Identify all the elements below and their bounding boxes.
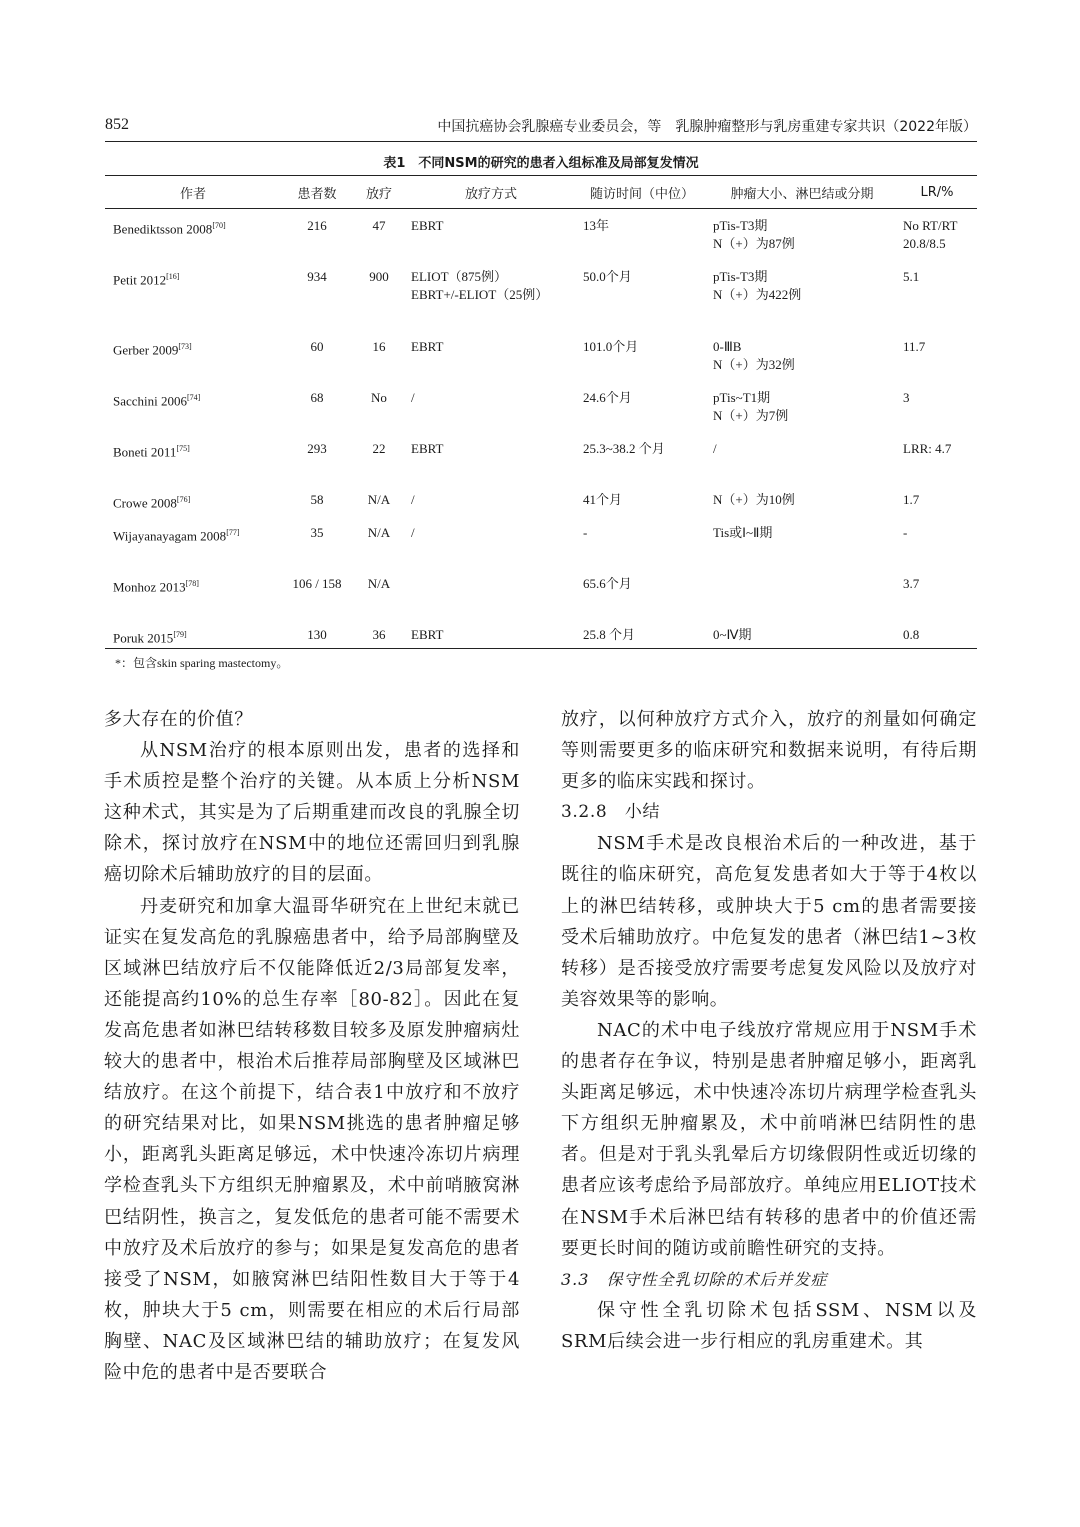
cell-method (405, 432, 577, 483)
col-header-stage: 肿瘤大小、淋巴结或分期 (707, 176, 897, 209)
cell-author (105, 209, 281, 260)
cell-stage-line: 0~Ⅳ期 (713, 626, 752, 642)
cell-followup: 65.6个月 (583, 575, 632, 591)
cell-stage-line: pTis-T3期 (713, 268, 768, 284)
col-header-method: 放疗方式 (405, 176, 577, 209)
cell-patients: 35 (310, 524, 324, 540)
cell-patients: 60 (310, 338, 324, 354)
header-rule (105, 141, 977, 142)
cell-lr (897, 516, 977, 567)
cell-lr-line: 5.1 (903, 268, 920, 284)
cell-stage-line: N（+）为10例 (713, 491, 795, 507)
cell-method-line: EBRT (411, 626, 444, 642)
cell-author (105, 381, 281, 432)
reference-marker: [79] (173, 629, 187, 639)
study-table (105, 175, 977, 649)
author-name: Benediktsson 2008 (113, 221, 213, 237)
running-title: 中国抗癌协会乳腺癌专业委员会，等 乳腺肿瘤整形与乳房重建专家共识（2022年版） (437, 119, 977, 135)
cell-author (105, 260, 281, 330)
cell-stage-line: / (713, 440, 717, 456)
cell-author (105, 516, 281, 567)
cell-method-line: EBRT (411, 440, 444, 456)
author-name: Monhoz 2013 (113, 578, 186, 594)
cell-lr-line: 1.7 (903, 491, 920, 507)
cell-rt: 47 (372, 218, 386, 233)
cell-stage-line: pTis-T3期 (713, 218, 768, 233)
cell-patients: 106 / 158 (292, 575, 342, 591)
cell-lr-line: No RT/RT (903, 218, 958, 233)
body-paragraph: NSM手术是改良根治术后的一种改进，基于既往的临床研究，高危复发患者如大于等于4枚以上的淋巴结转移，或肿块大于5 cm的患者需要接受术后辅助放疗。中危复发的患者（淋巴结1~3枚转移）是否接受放疗需要考虑复发风险以及放疗对美容效果等的影响。 (561, 833, 977, 1010)
table-row (105, 516, 977, 567)
cell-rt: 22 (372, 440, 386, 456)
cell-stage-line: N（+）为87例 (713, 236, 795, 251)
cell-patients: 934 (307, 268, 327, 284)
col-header-rt: 放疗 (353, 176, 405, 209)
cell-patients: 216 (307, 218, 327, 233)
cell-method (405, 330, 577, 381)
author-name: Poruk 2015 (113, 629, 174, 645)
cell-followup: 13年 (583, 218, 610, 233)
cell-method (405, 381, 577, 432)
cell-rt: 36 (353, 618, 405, 649)
author-name: Petit 2012 (113, 271, 167, 287)
cell-patients: 130 (281, 618, 353, 649)
cell-followup: 101.0个月 (583, 338, 639, 354)
body-paragraph: 保守性全乳切除术包括SSM、NSM以及SRM后续会进一步行相应的乳房重建术。其 (561, 1299, 977, 1352)
cell-patients: 68 (310, 389, 324, 405)
cell-author (105, 432, 281, 483)
cell-lr-line: 3.7 (903, 575, 920, 591)
table-body (105, 209, 977, 649)
cell-rt: N/A (367, 491, 391, 507)
cell-stage (707, 567, 897, 618)
col-header-patients: 患者数 (281, 176, 353, 209)
table-row (105, 432, 977, 483)
cell-lr (897, 209, 977, 260)
cell-stage (707, 381, 897, 432)
reference-marker: [73] (178, 341, 192, 351)
table-footnote: *：包含skin sparing mastectomy。 (115, 656, 289, 670)
cell-rt: N/A (367, 575, 391, 591)
cell-method (405, 260, 577, 330)
reference-marker: [74] (187, 392, 201, 402)
cell-followup: 50.0个月 (583, 268, 632, 284)
cell-method-line: ELIOT（875例） (411, 268, 508, 284)
cell-stage-line: 0-ⅢB (713, 338, 742, 354)
cell-rt: 16 (372, 338, 386, 354)
body-paragraph: NAC的术中电子线放疗常规应用于NSM手术的患者存在争议，特别是患者肿瘤足够小，距离乳头距离足够远，术中快速冷冻切片病理学检查乳头下方组织无肿瘤累及，术中前哨淋巴结阴性的患者。但是对于乳头乳晕后方切缘假阴性或近切缘的患者应该考虑给予局部放疗。单纯应用ELIOT技术在NSM手术后淋巴结有转移的患者中的价值还需要更长时间的随访或前瞻性研究的支持。 (561, 1019, 977, 1259)
reference-marker: [76] (176, 494, 191, 504)
cell-lr-line: 20.8/8.5 (903, 236, 946, 251)
reference-marker: [70] (212, 221, 226, 230)
cell-author (105, 483, 281, 516)
cell-rt: No (371, 389, 387, 405)
table-row (105, 260, 977, 330)
cell-followup: 25.3~38.2 个月 (583, 440, 665, 456)
table-row (105, 381, 977, 432)
cell-lr (897, 618, 977, 649)
cell-method-line: / (411, 524, 415, 540)
cell-method-line: EBRT (411, 218, 444, 233)
cell-rt: 900 (369, 268, 389, 284)
cell-author (105, 330, 281, 381)
cell-method (405, 209, 577, 260)
cell-stage-line: N（+）为7例 (713, 407, 789, 423)
col-header-followup: 随访时间（中位） (577, 176, 707, 209)
cell-method-line: EBRT+/-ELIOT（25例） (411, 286, 549, 302)
cell-method (405, 516, 577, 567)
cell-method (405, 483, 577, 516)
cell-stage-line: N（+）为32例 (713, 356, 795, 372)
author-name: Boneti 2011 (113, 443, 177, 459)
body-paragraph: 从NSM治疗的根本原则出发，患者的选择和手术质控是整个治疗的关键。从本质上分析NSM这种术式，其实是为了后期重建而改良的乳腺全切除术，探讨放疗在NSM中的地位还需回归到乳腺癌切除术后辅助放疗的目的层面。 (104, 740, 520, 886)
section-heading: 3.2.8 小结 (561, 802, 661, 823)
cell-patients: 58 (310, 491, 324, 507)
cell-lr (897, 330, 977, 381)
cell-followup: 24.6个月 (583, 389, 632, 405)
cell-stage (707, 618, 897, 649)
author-name: Sacchini 2006 (113, 392, 188, 408)
cell-stage-line: N（+）为422例 (713, 286, 802, 302)
page-number: 852 (105, 116, 129, 133)
cell-author (105, 567, 281, 618)
cell-method-line: / (411, 491, 415, 507)
table-row (105, 618, 977, 649)
cell-method-line: / (411, 389, 415, 405)
cell-lr (897, 567, 977, 618)
table-container (105, 175, 977, 649)
cell-stage (707, 483, 897, 516)
body-column-left (104, 704, 520, 1388)
cell-lr (897, 381, 977, 432)
cell-author (105, 618, 281, 649)
body-paragraph: 丹麦研究和加拿大温哥华研究在上世纪末就已证实在复发高危的乳腺癌患者中，给予局部胸壁及区域淋巴结放疗后不仅能降低近2/3局部复发率，还能提高约10%的总生存率［80-82］。因此在复发高危患者如淋巴结转移数目较多及原发肿瘤病灶较大的患者中，根治术后推荐局部胸壁及区域淋巴结放疗。在这个前提下，结合表1中放疗和不放疗的研究结果对比，如果NSM挑选的患者肿瘤足够小，距离乳头距离足够远，术中快速冷冻切片病理学检查乳头下方组织无肿瘤累及，术中前哨腋窝淋巴结阴性，换言之，复发低危的患者可能不需要术中放疗及术后放疗的参与；如果是复发高危的患者接受了NSM，如腋窝淋巴结阳性数目大于等于4枚，肿块大于5 cm，则需要在相应的术后行局部胸壁、NAC及区域淋巴结的辅助放疗；在复发风险中危的患者中是否要联合 (104, 895, 520, 1383)
table-header-row (105, 176, 977, 209)
cell-stage (707, 432, 897, 483)
body-column-right (561, 704, 977, 1357)
cell-lr-line: LRR: 4.7 (903, 440, 952, 456)
cell-rt: N/A (367, 524, 391, 540)
cell-method-line: EBRT (411, 338, 444, 354)
table-row (105, 483, 977, 516)
reference-marker: [78] (185, 578, 199, 588)
cell-followup: 25.8 个月 (577, 618, 707, 649)
cell-stage (707, 330, 897, 381)
author-name: Wijayanayagam 2008 (113, 527, 227, 543)
cell-patients: 293 (307, 440, 327, 456)
cell-lr (897, 432, 977, 483)
cell-stage-line: pTis~T1期 (713, 389, 771, 405)
reference-marker: [75] (176, 443, 190, 453)
cell-lr (897, 483, 977, 516)
cell-method (405, 618, 577, 649)
cell-lr-line: - (903, 524, 908, 540)
reference-marker: [77] (226, 527, 240, 537)
cell-followup: 41个月 (583, 491, 623, 507)
cell-lr (897, 260, 977, 330)
author-name: Crowe 2008 (113, 494, 177, 510)
cell-lr-line: 0.8 (903, 626, 920, 642)
body-paragraph: 多大存在的价值？ (104, 709, 253, 730)
cell-stage (707, 209, 897, 260)
cell-followup: - (583, 524, 588, 540)
table-row (105, 330, 977, 381)
cell-stage (707, 260, 897, 330)
cell-stage (707, 516, 897, 567)
body-paragraph: 放疗，以何种放疗方式介入，放疗的剂量如何确定等则需要更多的临床研究和数据来说明，有待后期更多的临床实践和探讨。 (561, 709, 977, 793)
reference-marker: [16] (166, 271, 180, 281)
author-name: Gerber 2009 (113, 341, 179, 357)
col-header-lr: LR/% (897, 176, 977, 209)
cell-method (405, 567, 577, 618)
cell-lr-line: 3 (903, 389, 910, 405)
page-header (105, 116, 977, 140)
col-header-author: 作者 (105, 176, 281, 209)
cell-stage-line: Tis或Ⅰ~Ⅱ期 (713, 524, 773, 540)
table-caption: 表1 不同NSM的研究的患者入组标准及局部复发情况 (383, 156, 699, 171)
table-row (105, 209, 977, 260)
cell-lr-line: 11.7 (903, 338, 926, 354)
section-heading: 3.3 保守性全乳切除的术后并发症 (561, 1269, 828, 1289)
table-row (105, 567, 977, 618)
